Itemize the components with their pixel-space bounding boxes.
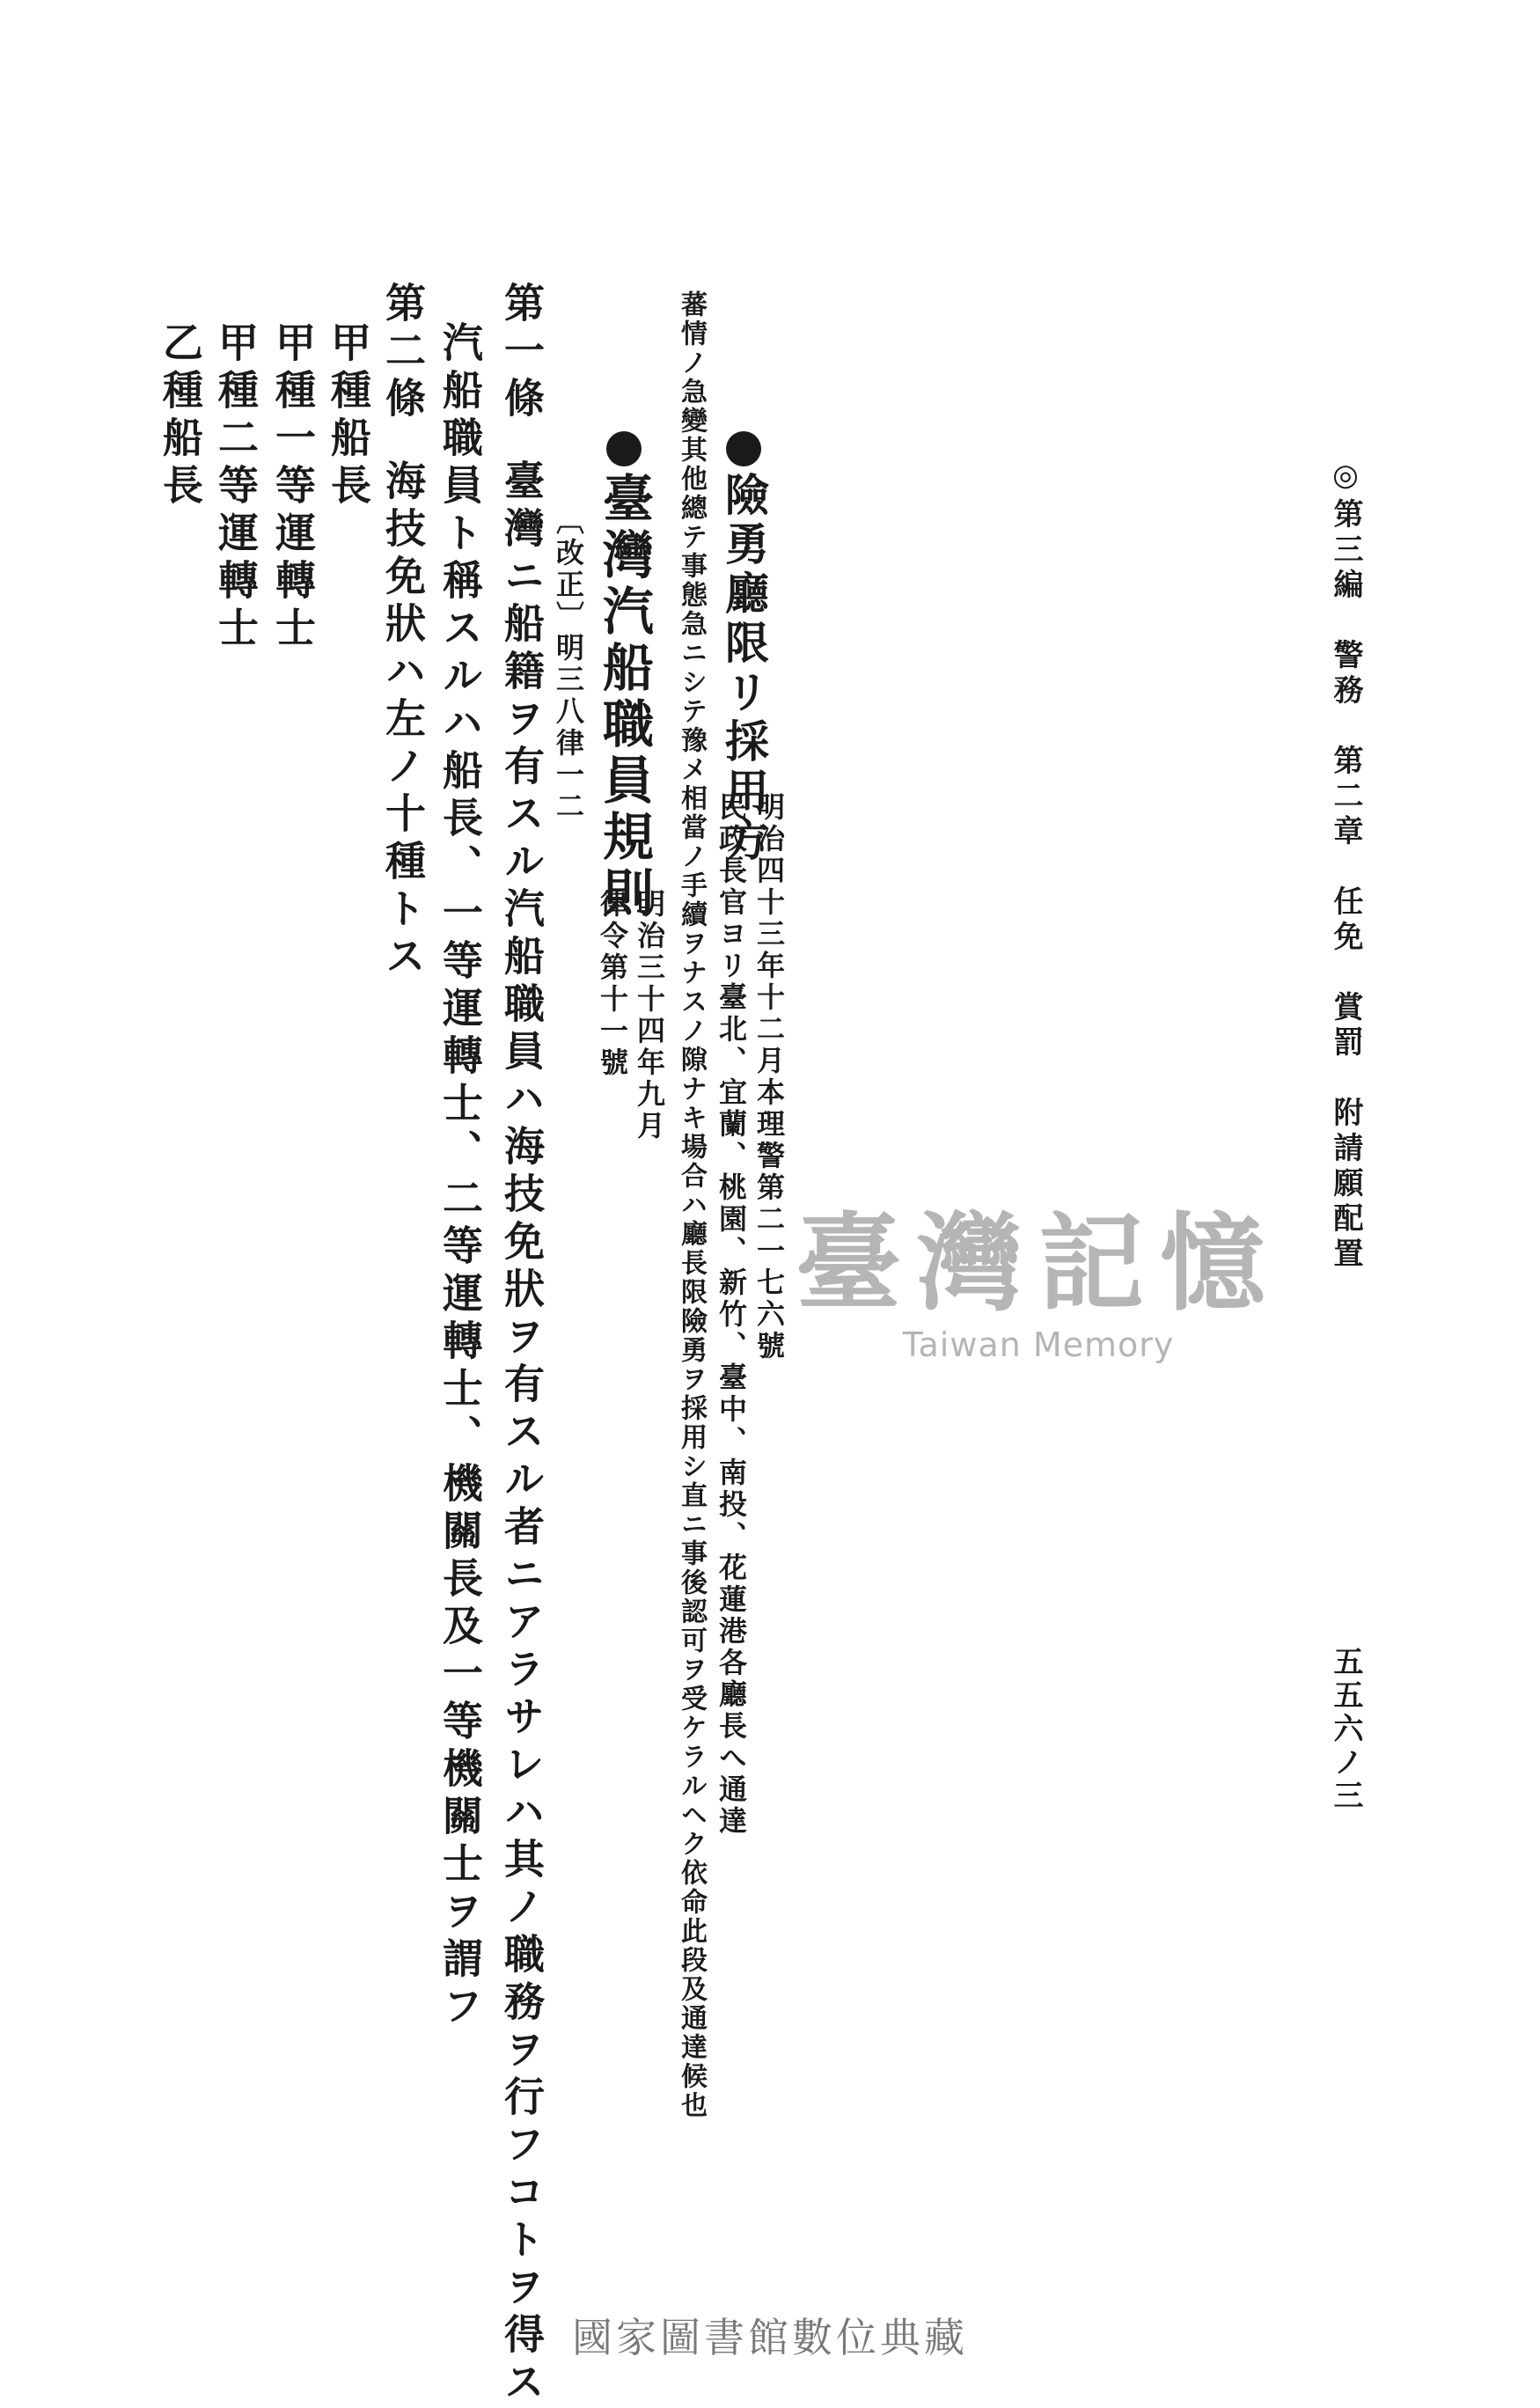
article1-text: 臺灣ニ船籍ヲ有スル汽船職員ハ海技免狀ヲ有スル者ニアラサレハ其ノ職務ヲ行フコトヲ得ス bbox=[498, 459, 546, 2408]
section1-issuer-line: 民政長官ヨリ臺北、宜蘭、桃園、新竹、臺中、南投、花蓮港各廳長へ通達 bbox=[715, 792, 748, 1838]
section1-title: 險勇廳限リ採用方 bbox=[718, 472, 770, 866]
page-number: 五五六ノ三 bbox=[1328, 1646, 1363, 1813]
license-item: 甲種船長 bbox=[325, 321, 372, 511]
bullet-icon bbox=[726, 431, 761, 466]
article2-heading: 第二條 bbox=[379, 282, 427, 424]
footer-collection-name: 國家圖書館數位典藏 bbox=[572, 2314, 968, 2361]
watermark-main: 臺灣記憶 bbox=[796, 1201, 1281, 1325]
article1-heading: 第一條 bbox=[498, 282, 546, 424]
watermark-sub: Taiwan Memory bbox=[902, 1325, 1175, 1364]
section2-title: 臺灣汽船職員規則 bbox=[594, 472, 654, 922]
license-item: 甲種二等運轉士 bbox=[212, 321, 260, 654]
section2-amendment: 〔改正〕明三八律一二 bbox=[552, 506, 585, 823]
article1 bbox=[498, 282, 546, 2408]
article1-continuation: 汽船職員ト稱スルハ船長、一等運轉士、二等運轉士、機關長及一等機關士ヲ謂フ bbox=[436, 321, 484, 2032]
watermark bbox=[792, 1179, 1285, 1364]
license-item: 乙種船長 bbox=[157, 321, 204, 511]
license-item: 甲種一等運轉士 bbox=[269, 321, 317, 654]
section1-body: 蕃情ノ急變其他總テ事態急ニシテ豫メ相當ノ手續ヲナスノ隙ナキ場合ハ廳長限險勇ヲ採用シ直ニ事後認可ヲ受ケラルヘク依命此段及通達候也 bbox=[676, 290, 707, 2120]
article2-text: 海技免狀ハ左ノ十種トス bbox=[379, 459, 427, 982]
running-head: ◎第三編 警務 第二章 任免 賞罰 附請願配置 bbox=[1328, 458, 1363, 1273]
section2-law-line2: 律令第十一號 bbox=[596, 889, 629, 1079]
bullet-icon bbox=[606, 431, 642, 466]
section2-law-line1: 明治三十四年九月 bbox=[633, 889, 666, 1142]
section1-date-line: 明治四十三年十二月本理警第二一七六號 bbox=[752, 792, 786, 1362]
section2-title-block bbox=[594, 431, 654, 922]
article2 bbox=[379, 282, 427, 982]
